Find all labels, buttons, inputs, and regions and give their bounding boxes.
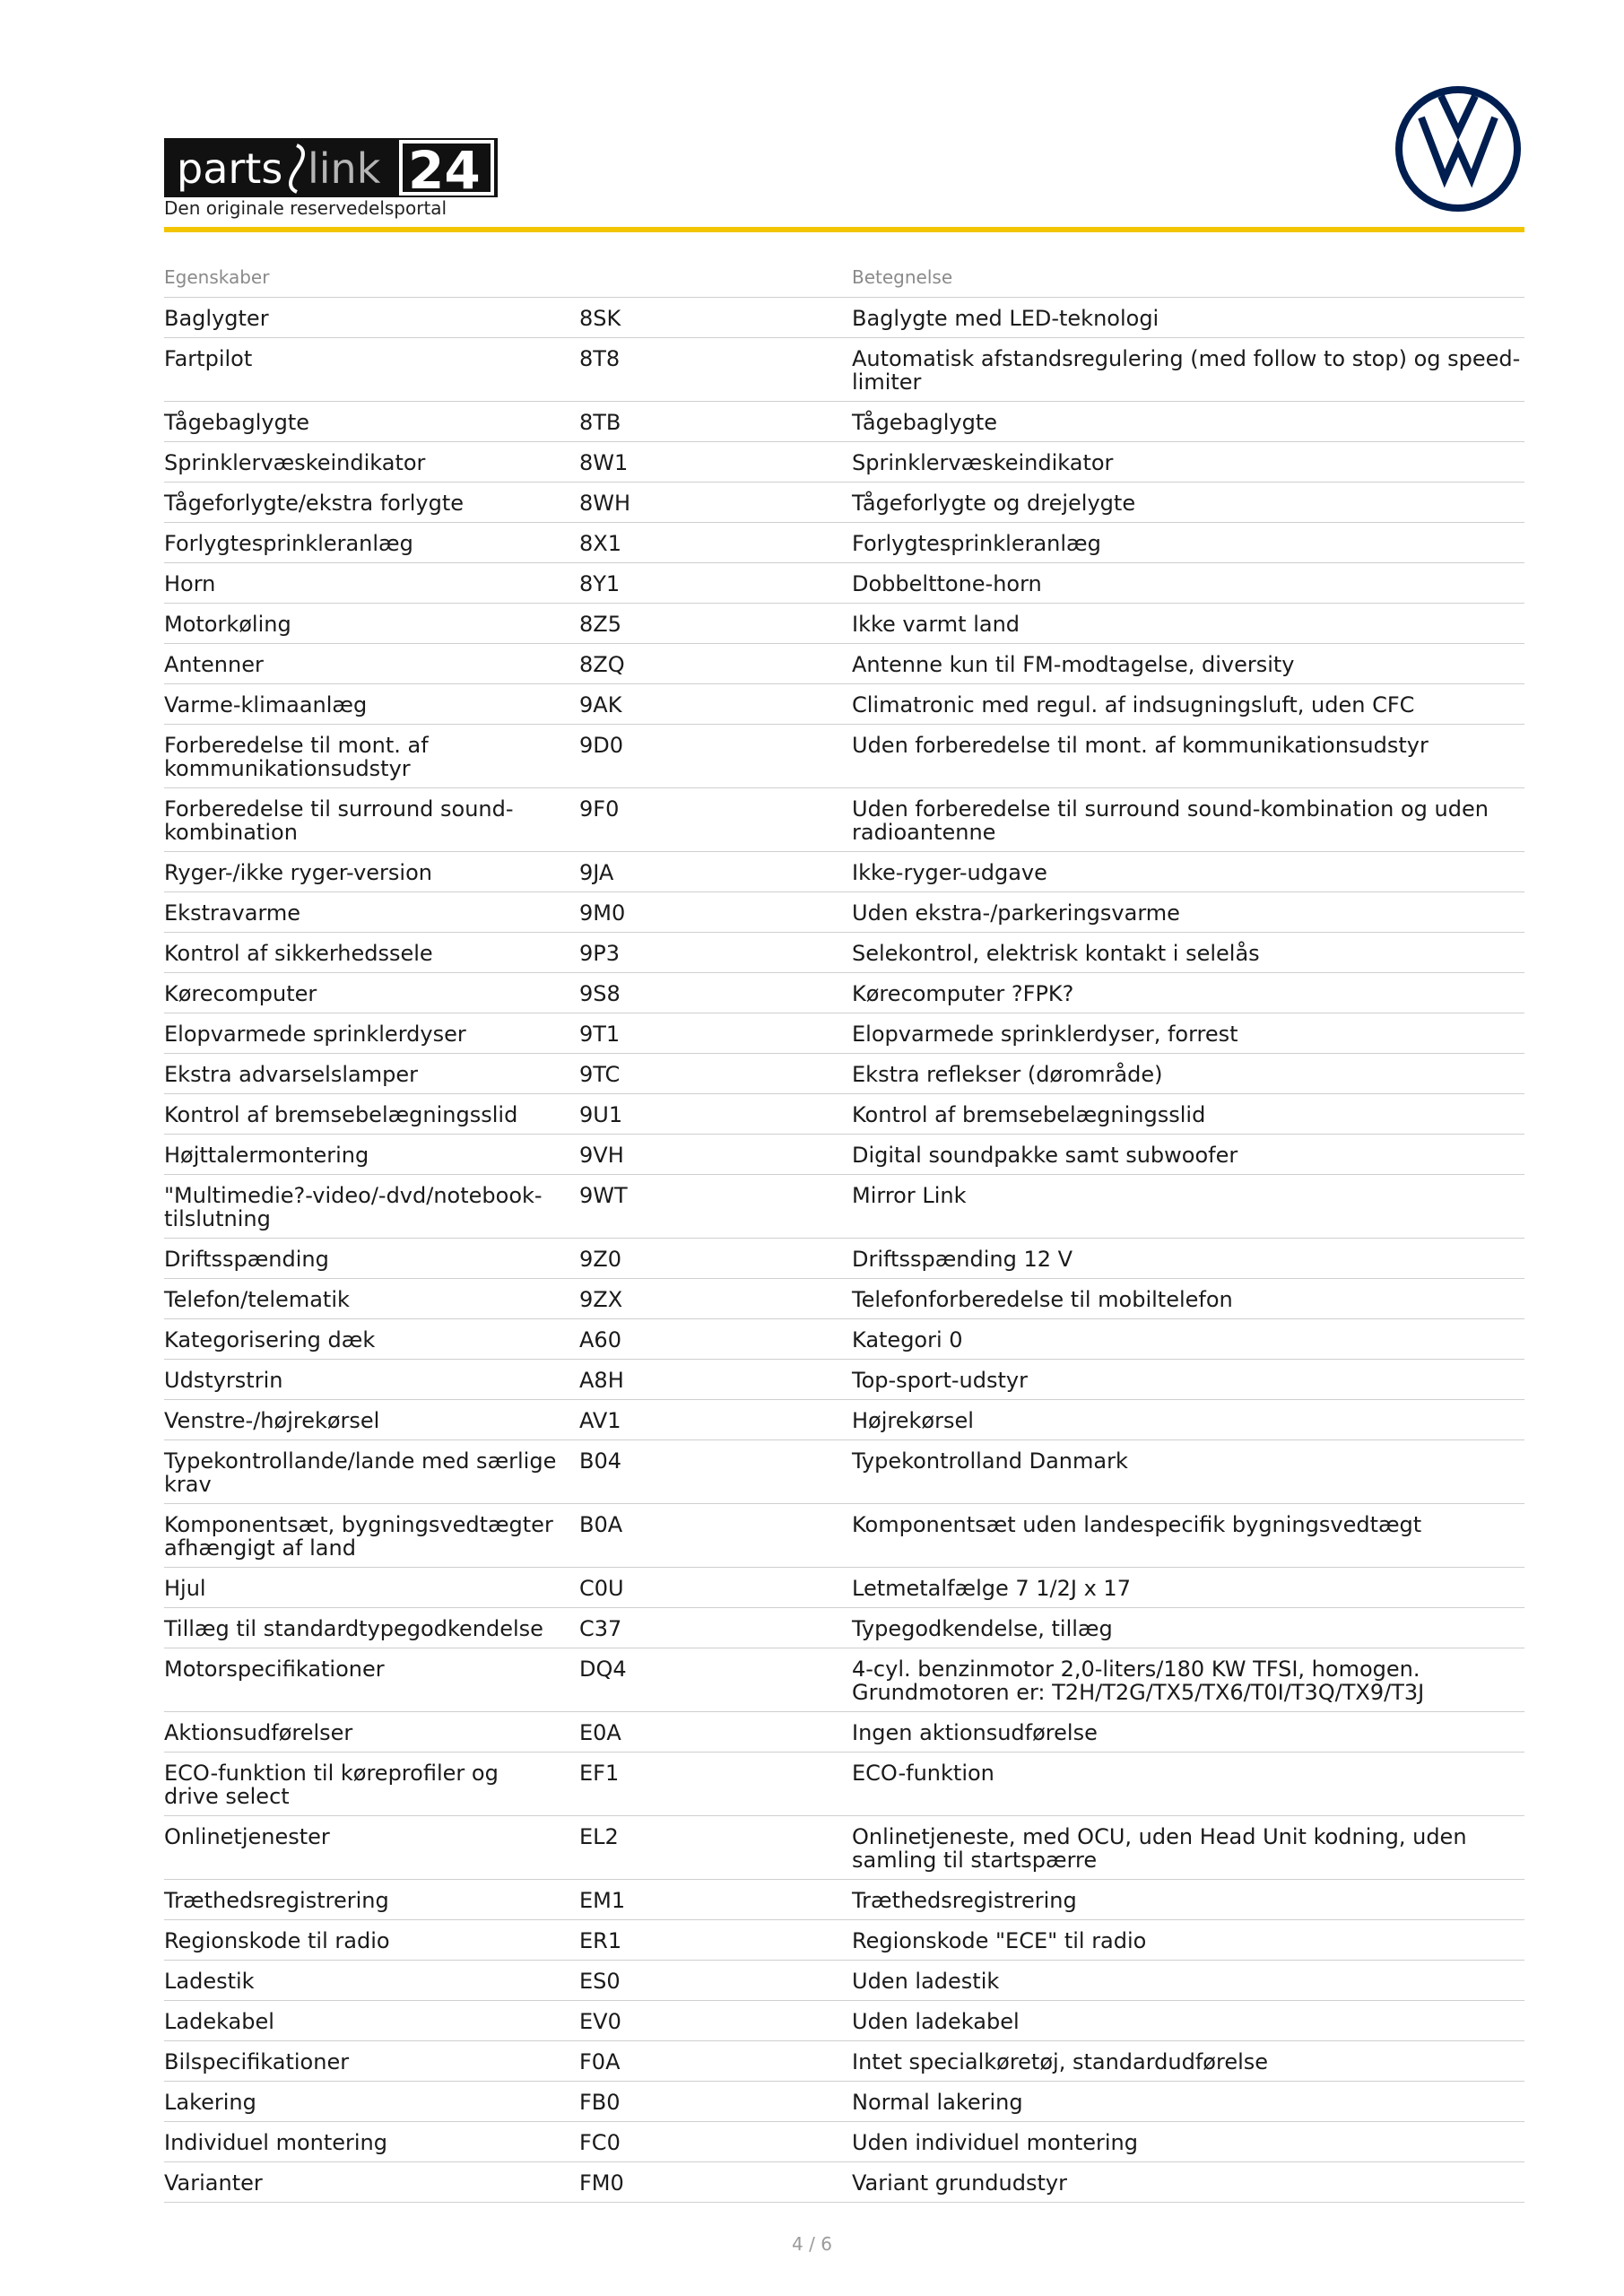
row-description: Automatisk afstandsregulering (med follow to stop) og speed-limiter [852,346,1521,395]
table-row [164,1712,1524,1752]
row-description: Normal lakering [852,2090,1023,2115]
row-description: Climatronic med regul. af indsugningsluft, uden CFC [852,692,1415,718]
row-code: 8T8 [579,346,621,371]
table-row [164,1360,1524,1400]
row-description: Komponentsæt uden landespecifik bygningsvedtægt [852,1512,1422,1537]
row-property: Motorkøling [164,612,291,637]
row-description: Typekontrolland Danmark [852,1448,1128,1474]
header-egenskaber: Egenskaber [164,266,270,288]
row-property: Forberedelse til surround sound-kombination [164,796,514,845]
row-description: Variant grundudstyr [852,2170,1067,2196]
table-row [164,933,1524,973]
row-description: ECO-funktion [852,1761,994,1786]
row-code: 8ZQ [579,652,625,677]
row-code: 9VH [579,1143,624,1168]
row-code: 9T1 [579,1022,621,1047]
table-row [164,1094,1524,1135]
svg-text:parts: parts [177,144,283,193]
table-row [164,563,1524,604]
row-property: Ladestik [164,1969,255,1994]
row-property: Tågeforlygte/ekstra forlygte [164,491,464,516]
row-description: Letmetalfælge 7 1/2J x 17 [852,1576,1131,1601]
row-code: A60 [579,1327,621,1352]
row-code: 8X1 [579,531,621,556]
row-description: Uden individuel montering [852,2130,1138,2155]
table-row [164,604,1524,644]
table-row [164,338,1524,402]
row-property: Onlinetjenester [164,1824,330,1849]
svg-text:link: link [308,144,381,193]
row-property: Antenner [164,652,264,677]
row-code: EF1 [579,1761,620,1786]
row-property: Kontrol af sikkerhedssele [164,941,433,966]
table-row [164,1013,1524,1054]
row-property: Ladekabel [164,2009,274,2034]
row-description: Kørecomputer ?FPK? [852,981,1074,1006]
row-description: Uden ladekabel [852,2009,1020,2034]
row-code: 9JA [579,860,614,885]
table-row [164,298,1524,338]
row-description: 4-cyl. benzinmotor 2,0-liters/180 KW TFSI, homogen. Grundmotoren er: T2H/T2G/TX5/TX6/T0I/T3Q/TX9/T3J [852,1657,1425,1705]
row-code: EV0 [579,2009,621,2034]
row-property: Lakering [164,2090,256,2115]
row-property: Bilspecifikationer [164,2049,350,2074]
row-code: 9AK [579,692,622,718]
row-description: Antenne kun til FM-modtagelse, diversity [852,652,1295,677]
table-row [164,788,1524,852]
table-row [164,1568,1524,1608]
row-description: Driftsspænding 12 V [852,1247,1073,1272]
row-property: "Multimedie?-video/-dvd/notebook-tilslutning [164,1183,543,1231]
table-row [164,1319,1524,1360]
row-property: Varme-klimaanlæg [164,692,368,718]
row-description: Forlygtesprinkleranlæg [852,531,1101,556]
table-row [164,1239,1524,1279]
row-property: Elopvarmede sprinklerdyser [164,1022,466,1047]
row-description: Onlinetjeneste, med OCU, uden Head Unit kodning, uden samling til startspærre [852,1824,1467,1873]
table-row [164,442,1524,483]
equipment-table [164,260,1524,2203]
table-row [164,1648,1524,1712]
row-property: Motorspecifikationer [164,1657,385,1682]
row-description: Elopvarmede sprinklerdyser, forrest [852,1022,1238,1047]
row-code: EM1 [579,1888,626,1913]
table-row [164,1816,1524,1880]
vw-logo [1394,85,1522,213]
row-property: Horn [164,571,216,596]
row-code: FC0 [579,2130,621,2155]
row-property: Ekstravarme [164,900,301,926]
row-property: Regionskode til radio [164,1928,390,1953]
row-description: Digital soundpakke samt subwoofer [852,1143,1238,1168]
row-property: Kørecomputer [164,981,317,1006]
row-code: 8SK [579,306,621,331]
row-property: Fartpilot [164,346,253,371]
row-description: Typegodkendelse, tillæg [852,1616,1113,1641]
row-description: Ikke varmt land [852,612,1020,637]
table-row [164,725,1524,788]
table-row [164,483,1524,523]
row-description: Sprinklervæskeindikator [852,450,1114,475]
row-description: Uden forberedelse til mont. af kommunikationsudstyr [852,733,1429,758]
row-description: Selekontrol, elektrisk kontakt i selelås [852,941,1260,966]
row-property: Tillæg til standardtypegodkendelse [164,1616,543,1641]
row-code: B04 [579,1448,622,1474]
table-row [164,973,1524,1013]
row-property: Ryger-/ikke ryger-version [164,860,432,885]
row-description: Baglygte med LED-teknologi [852,306,1159,331]
partslink24-logo [164,138,498,197]
svg-text:24: 24 [408,140,481,197]
table-row [164,1752,1524,1816]
row-description: Tågebaglygte [852,410,998,435]
table-row [164,2082,1524,2122]
row-property: Telefon/telematik [164,1287,350,1312]
table-row [164,1054,1524,1094]
row-description: Ikke-ryger-udgave [852,860,1047,885]
row-property: Venstre-/højrekørsel [164,1408,380,1433]
table-row [164,523,1524,563]
row-code: 9P3 [579,941,621,966]
header-accent-bar [164,227,1524,232]
row-description: Højrekørsel [852,1408,974,1433]
table-row [164,402,1524,442]
row-description: Telefonforberedelse til mobiltelefon [852,1287,1233,1312]
row-property: Udstyrstrin [164,1368,283,1393]
row-code: 8WH [579,491,631,516]
row-code: 9TC [579,1062,621,1087]
row-code: 9U1 [579,1102,623,1127]
table-row [164,1920,1524,1961]
row-property: ECO-funktion til køreprofiler og drive select [164,1761,499,1809]
tagline: Den originale reservedelsportal [164,197,447,219]
row-code: 9Z0 [579,1247,621,1272]
table-row [164,1504,1524,1568]
table-row [164,1135,1524,1175]
table-row [164,892,1524,933]
row-description: Mirror Link [852,1183,967,1208]
row-code: ER1 [579,1928,622,1953]
table-row [164,684,1524,725]
row-code: C0U [579,1576,624,1601]
row-code: AV1 [579,1408,621,1433]
table-row [164,1880,1524,1920]
table-header [164,260,1524,298]
row-property: Aktionsudførelser [164,1720,353,1745]
row-code: FM0 [579,2170,624,2196]
table-row [164,2001,1524,2041]
row-description: Intet specialkøretøj, standardudførelse [852,2049,1269,2074]
row-property: Træthedsregistrering [164,1888,389,1913]
row-code: 9WT [579,1183,628,1208]
row-property: Individuel montering [164,2130,387,2155]
row-property: Kategorisering dæk [164,1327,376,1352]
table-row [164,852,1524,892]
table-row [164,644,1524,684]
row-property: Hjul [164,1576,206,1601]
row-description: Uden forberedelse til surround sound-kombination og uden radioantenne [852,796,1489,845]
row-property: Driftsspænding [164,1247,329,1272]
table-row [164,1961,1524,2001]
table-row [164,2041,1524,2082]
page-header [164,135,1524,233]
row-code: 9S8 [579,981,621,1006]
row-description: Tågeforlygte og drejelygte [852,491,1136,516]
row-code: EL2 [579,1824,619,1849]
row-property: Sprinklervæskeindikator [164,450,426,475]
row-code: 8Y1 [579,571,621,596]
row-description: Kontrol af bremsebelægningsslid [852,1102,1206,1127]
table-row [164,1400,1524,1440]
row-property: Forlygtesprinkleranlæg [164,531,413,556]
row-code: A8H [579,1368,624,1393]
table-body [164,298,1524,2203]
row-property: Højttalermontering [164,1143,369,1168]
table-row [164,1279,1524,1319]
row-code: 9M0 [579,900,626,926]
row-property: Ekstra advarselslamper [164,1062,418,1087]
row-property: Varianter [164,2170,263,2196]
row-code: 9F0 [579,796,620,822]
row-code: FB0 [579,2090,621,2115]
table-row [164,1608,1524,1648]
row-code: F0A [579,2049,621,2074]
row-code: 9ZX [579,1287,623,1312]
row-property: Komponentsæt, bygningsvedtægter afhængigt af land [164,1512,553,1561]
row-property: Typekontrollande/lande med særlige krav [164,1448,557,1497]
row-description: Uden ladestik [852,1969,1000,1994]
header-betegnelse: Betegnelse [852,266,953,288]
row-property: Tågebaglygte [164,410,310,435]
page-number: 4 / 6 [792,2233,832,2255]
row-description: Uden ekstra-/parkeringsvarme [852,900,1180,926]
row-code: 8W1 [579,450,629,475]
row-property: Kontrol af bremsebelægningsslid [164,1102,518,1127]
row-description: Kategori 0 [852,1327,963,1352]
row-code: 8TB [579,410,621,435]
row-code: DQ4 [579,1657,627,1682]
row-code: B0A [579,1512,623,1537]
row-description: Top-sport-udstyr [852,1368,1028,1393]
table-row [164,2122,1524,2162]
row-code: ES0 [579,1969,621,1994]
table-row [164,1440,1524,1504]
table-row [164,2162,1524,2203]
row-code: 9D0 [579,733,624,758]
row-code: E0A [579,1720,621,1745]
row-description: Regionskode "ECE" til radio [852,1928,1147,1953]
row-description: Ekstra reflekser (dørområde) [852,1062,1163,1087]
row-property: Forberedelse til mont. af kommunikationsudstyr [164,733,429,781]
row-property: Baglygter [164,306,269,331]
row-description: Ingen aktionsudførelse [852,1720,1098,1745]
row-code: 8Z5 [579,612,621,637]
row-code: C37 [579,1616,622,1641]
table-row [164,1175,1524,1239]
row-description: Træthedsregistrering [852,1888,1077,1913]
row-description: Dobbelttone-horn [852,571,1042,596]
